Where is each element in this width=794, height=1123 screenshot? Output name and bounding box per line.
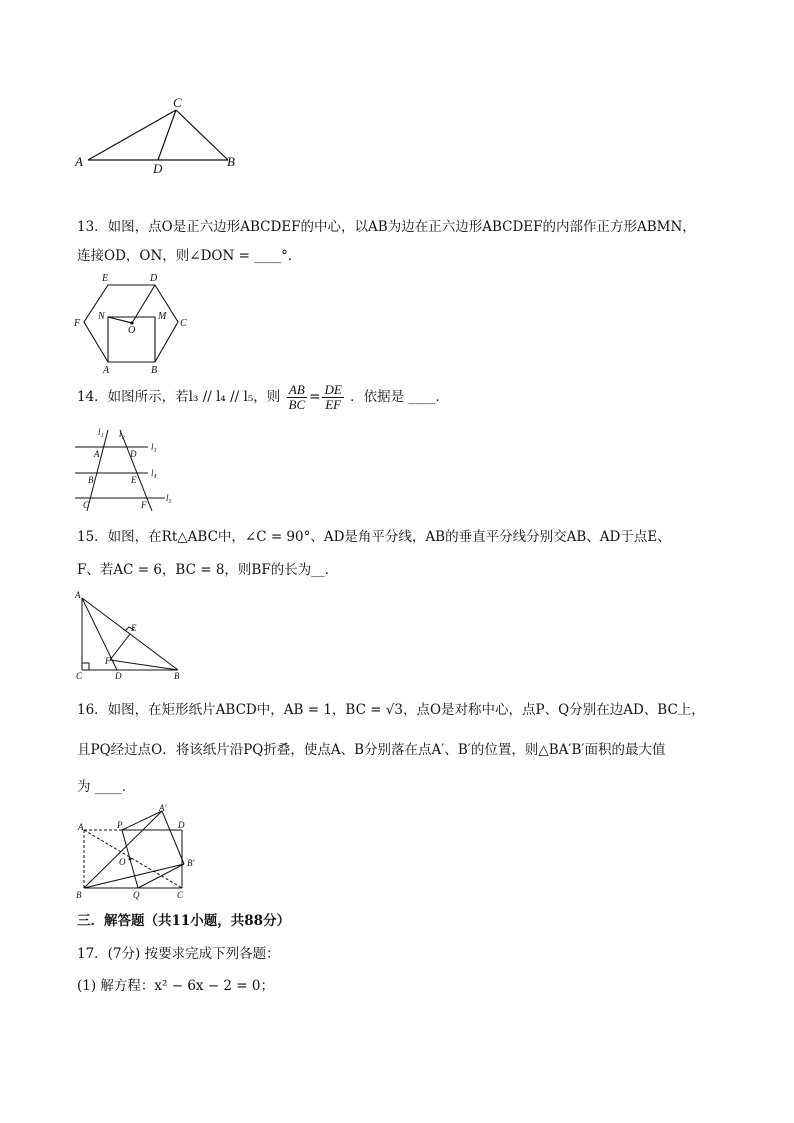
q16-text-line3: 为 ____． <box>77 779 136 795</box>
label-D: D <box>153 161 163 176</box>
fraction-ab-bc <box>287 383 308 412</box>
label-E: E <box>131 623 137 633</box>
q14-suffix: ．依据是 ____． <box>350 389 449 405</box>
label-C: C <box>173 95 182 110</box>
label-F: F <box>141 500 147 510</box>
q15-text-line1: 15．如图，在Rt△ABC中，∠C = 90°、AD是角平分线，AB的垂直平分线分别交AB、AD于点E、 <box>77 529 671 545</box>
right-triangle-figure <box>72 590 192 682</box>
label-l1: l₁ <box>98 427 104 437</box>
folded-rectangle-figure <box>70 802 210 902</box>
label-D: D <box>130 449 137 459</box>
triangle-figure <box>70 95 250 180</box>
label-B: B <box>88 475 94 485</box>
fraction2-numerator: DE <box>324 382 342 397</box>
hex-label-F: F <box>74 318 81 329</box>
label-B: B <box>76 890 82 900</box>
label-C: C <box>76 671 83 681</box>
hex-label-E: E <box>102 273 109 284</box>
label-A: A <box>75 154 83 169</box>
label-B: B <box>174 671 180 681</box>
q15-text-line2: F、若AC = 6，BC = 8，则BF的长为__． <box>77 562 339 578</box>
label-l5: l₅ <box>166 493 172 503</box>
q13-text-line1: 13．如图，点O是正六边形ABCDEF的中心，以AB为边在正六边形ABCDEF的内部作正方形ABMN， <box>77 219 696 235</box>
label-l2: l₂ <box>119 429 125 439</box>
label-B: B <box>227 154 235 169</box>
fraction2-denominator: EF <box>325 397 342 412</box>
label-E: E <box>131 475 137 485</box>
label-A: A <box>78 822 84 832</box>
label-A: A <box>75 590 81 600</box>
q14-text <box>77 382 449 412</box>
label-l3: l₃ <box>151 442 157 452</box>
fraction1-denominator: BC <box>288 397 306 412</box>
hex-label-N: N <box>98 311 105 322</box>
label-O: O <box>119 857 126 867</box>
q17-part1: (1) 解方程：x² − 6x − 2 = 0； <box>77 978 275 994</box>
q17-intro: 17．(7分) 按要求完成下列各题： <box>77 946 280 962</box>
label-B-prime: B′ <box>187 858 195 868</box>
label-C: C <box>83 500 90 510</box>
q16-text-line2: 且PQ经过点O．将该纸片沿PQ折叠，使点A、B分别落在点A′、B′的位置，则△BA′B′面积的最大值 <box>77 742 666 758</box>
label-A-prime: A′ <box>159 803 167 813</box>
hex-label-D: D <box>150 273 158 284</box>
fraction-de-ef <box>322 383 343 412</box>
q14-prefix: 14．如图所示，若l₃ // l₄ // l₅，则 <box>77 389 281 405</box>
hexagon-figure <box>70 270 195 375</box>
hex-label-A: A <box>103 365 110 375</box>
label-C: C <box>177 890 184 900</box>
q13-text-line2: 连接OD，ON，则∠DON = ____°． <box>77 248 302 264</box>
hex-label-C: C <box>180 318 187 329</box>
equals-sign: = <box>309 389 321 405</box>
hex-label-B: B <box>151 365 158 375</box>
parallel-lines-figure <box>70 425 185 515</box>
hex-label-M: M <box>158 311 167 322</box>
label-Q: Q <box>133 890 140 900</box>
label-D: D <box>115 671 122 681</box>
section-heading: 三．解答题（共11小题，共88分） <box>77 913 291 929</box>
label-D: D <box>178 820 185 830</box>
label-F: F <box>105 656 111 666</box>
q16-text-line1: 16．如图，在矩形纸片ABCD中，AB = 1，BC = √3，点O是对称中心，点P、Q分别在边AD、BC上， <box>77 702 705 718</box>
label-P: P <box>117 820 123 830</box>
fraction1-numerator: AB <box>287 383 308 398</box>
hex-label-O: O <box>128 325 136 336</box>
label-A: A <box>94 449 100 459</box>
label-l4: l₄ <box>151 468 157 478</box>
